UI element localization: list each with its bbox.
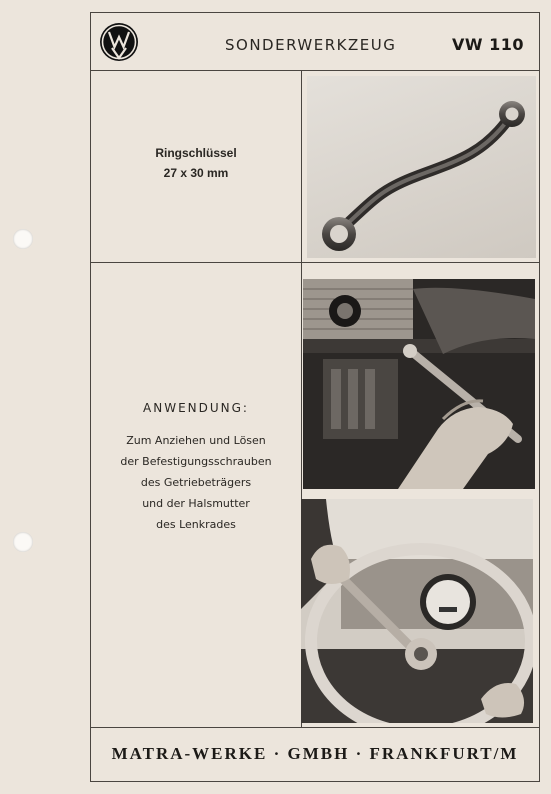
header-divider xyxy=(91,70,539,71)
transmission-mount-photo xyxy=(303,279,535,489)
header-title: SONDERWERKZEUG xyxy=(225,36,397,54)
ring-spanner-photo xyxy=(307,76,536,258)
usage-heading: ANWENDUNG: xyxy=(143,401,249,415)
steering-wheel-photo xyxy=(301,499,533,723)
usage-line: der Befestigungsschrauben xyxy=(120,455,272,468)
product-name: Ringschlüssel xyxy=(155,146,237,160)
product-size: 27 x 30 mm xyxy=(163,166,229,180)
section-divider xyxy=(91,262,539,263)
vw-logo-icon xyxy=(99,22,139,62)
usage-line: Zum Anziehen und Lösen xyxy=(126,434,266,447)
usage-line: des Lenkrades xyxy=(156,518,236,531)
punch-hole-top xyxy=(13,229,33,249)
datasheet-frame xyxy=(90,12,540,782)
punch-hole-bottom xyxy=(13,532,33,552)
usage-line: des Getriebeträgers xyxy=(140,476,252,489)
model-number: VW 110 xyxy=(452,35,524,54)
footer-divider xyxy=(91,727,539,728)
manufacturer-footer: MATRA-WERKE · GMBH · FRANKFURT/M xyxy=(111,744,519,763)
usage-line: und der Halsmutter xyxy=(142,497,250,510)
